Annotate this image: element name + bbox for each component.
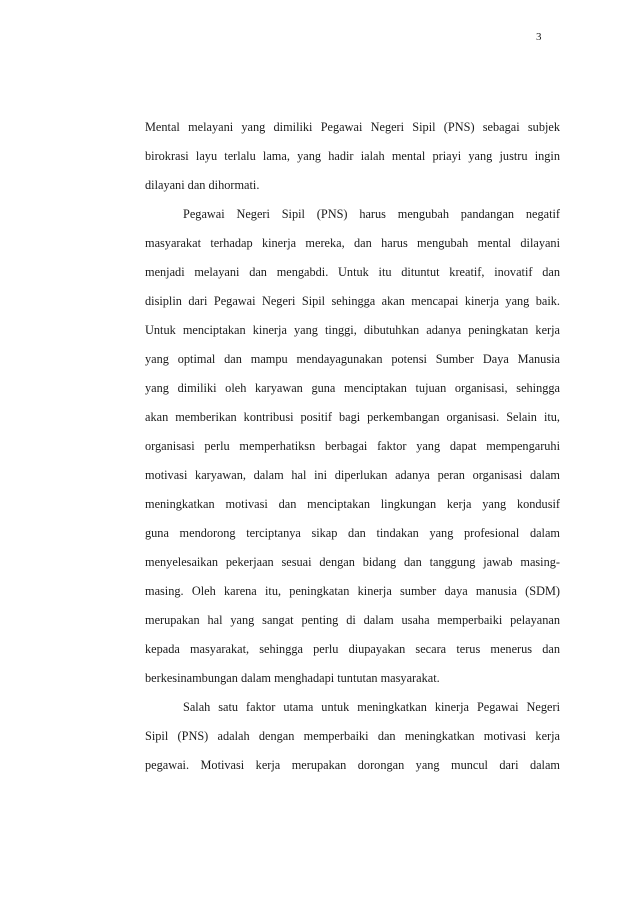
text-line: Salah satu faktor utama untuk meningkatkan kinerja Pegawai Negeri bbox=[183, 700, 560, 714]
text-line: Pegawai Negeri Sipil (PNS) harus mengubah pandangan negatif bbox=[183, 207, 560, 221]
text-line: merupakan hal yang sangat penting di dalam usaha memperbaiki pelayanan bbox=[145, 613, 560, 627]
text-line: meningkatkan motivasi dan menciptakan lingkungan kerja yang kondusif bbox=[145, 497, 560, 511]
text-line: Sipil (PNS) adalah dengan memperbaiki dan meningkatkan motivasi kerja bbox=[145, 729, 560, 743]
text-line: disiplin dari Pegawai Negeri Sipil sehingga akan mencapai kinerja yang baik. bbox=[145, 294, 560, 308]
page-number: 3 bbox=[536, 31, 542, 43]
text-line: motivasi karyawan, dalam hal ini diperlukan adanya peran organisasi dalam bbox=[145, 468, 560, 482]
text-line: birokrasi layu terlalu lama, yang hadir ialah mental priayi yang justru ingin bbox=[145, 149, 560, 163]
text-line: Mental melayani yang dimiliki Pegawai Negeri Sipil (PNS) sebagai subjek bbox=[145, 120, 560, 134]
text-line: Untuk menciptakan kinerja yang tinggi, dibutuhkan adanya peningkatan kerja bbox=[145, 323, 560, 337]
text-line: kepada masyarakat, sehingga perlu diupayakan secara terus menerus dan bbox=[145, 642, 560, 656]
text-line: masing. Oleh karena itu, peningkatan kinerja sumber daya manusia (SDM) bbox=[145, 584, 560, 598]
text-line: pegawai. Motivasi kerja merupakan dorongan yang muncul dari dalam bbox=[145, 758, 560, 772]
text-line: yang dimiliki oleh karyawan guna menciptakan tujuan organisasi, sehingga bbox=[145, 381, 560, 395]
text-line: yang optimal dan mampu mendayagunakan potensi Sumber Daya Manusia bbox=[145, 352, 560, 366]
text-line: menjadi melayani dan mengabdi. Untuk itu dituntut kreatif, inovatif dan bbox=[145, 265, 560, 279]
text-line: guna mendorong terciptanya sikap dan tindakan yang profesional dalam bbox=[145, 526, 560, 540]
text-line: menyelesaikan pekerjaan sesuai dengan bidang dan tanggung jawab masing- bbox=[145, 555, 560, 569]
text-line: dilayani dan dihormati. bbox=[145, 178, 260, 192]
text-line: akan memberikan kontribusi positif bagi perkembangan organisasi. Selain itu, bbox=[145, 410, 560, 424]
text-line: organisasi perlu memperhatiksn berbagai faktor yang dapat mempengaruhi bbox=[145, 439, 560, 453]
text-line: masyarakat terhadap kinerja mereka, dan harus mengubah mental dilayani bbox=[145, 236, 560, 250]
text-line: berkesinambungan dalam menghadapi tuntutan masyarakat. bbox=[145, 671, 440, 685]
